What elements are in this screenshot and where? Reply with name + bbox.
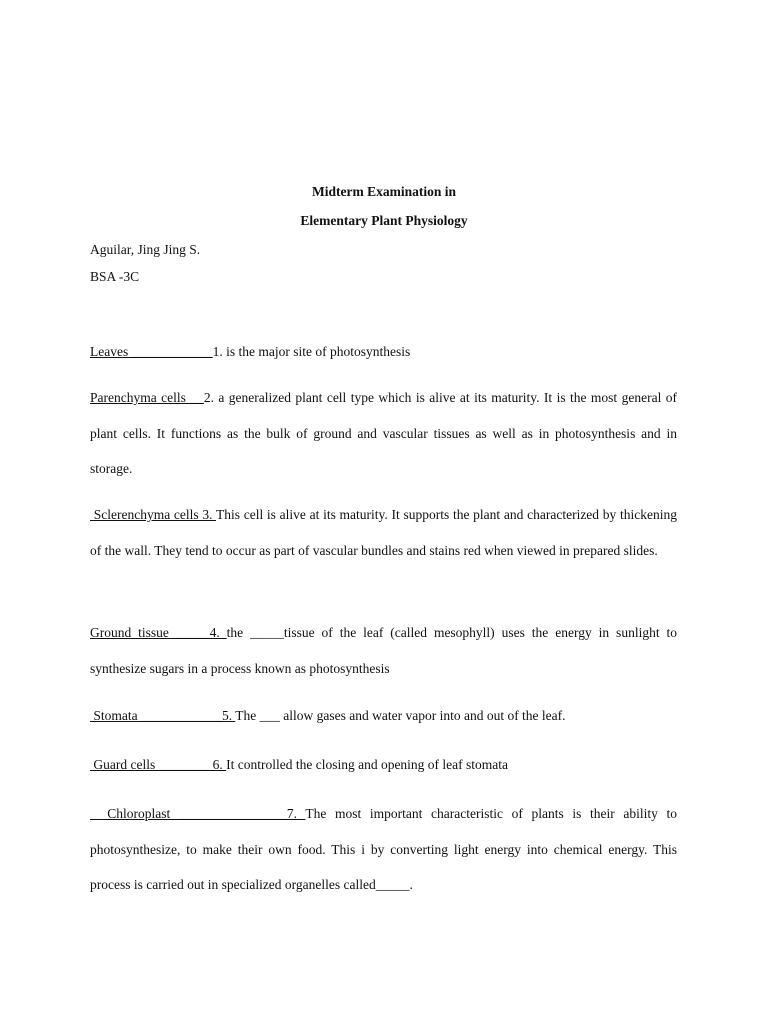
question-2 bbox=[90, 380, 677, 487]
answer-6: Guard cells ________6. bbox=[90, 757, 227, 772]
exam-title-line-1: Midterm Examination in bbox=[312, 184, 456, 199]
question-5 bbox=[90, 698, 677, 734]
question-text-3: This cell is alive at its maturity. It supports the plant and characterized by thickening of the wall. They tend to occur as part of vascular bundles and stains red when viewed in prepared slides. bbox=[90, 507, 677, 558]
student-section: BSA -3C bbox=[90, 269, 140, 284]
answer-5: Stomata ____________5. bbox=[90, 708, 236, 723]
answer-3: Sclerenchyma cells 3. bbox=[90, 507, 216, 522]
answer-4: Ground tissue _____4. bbox=[90, 625, 227, 640]
question-text-7: The most important characteristic of plants is their ability to photosynthesize, to make their own food. This i by converting light energy into chemical energy. This process is carried out in specialized organelles called_____. bbox=[90, 806, 677, 892]
question-text-5: The ___ allow gases and water vapor into and out of the leaf. bbox=[235, 708, 566, 723]
student-name: Aguilar, Jing Jing S. bbox=[90, 242, 201, 257]
answer-2: Parenchyma cells __ bbox=[90, 390, 204, 405]
question-3 bbox=[90, 497, 677, 568]
exam-title-line-2: Elementary Plant Physiology bbox=[300, 213, 468, 228]
question-text-4: the _____tissue of the leaf (called mesophyll) uses the energy in sunlight to synthesize sugars in a process known as photosynthesis bbox=[90, 625, 677, 676]
question-text-2: 2. a generalized plant cell type which is alive at its maturity. It is the most general of plant cells. It functions as the bulk of ground and vascular tissues as well as in photosynthesis and in storage. bbox=[90, 390, 677, 476]
question-6 bbox=[90, 747, 677, 783]
question-text-6: It controlled the closing and opening of leaf stomata bbox=[226, 757, 509, 772]
question-7 bbox=[90, 796, 677, 903]
question-text-1: 1. is the major site of photosynthesis bbox=[212, 344, 411, 359]
answer-7: Chloroplast ________________7. bbox=[90, 806, 306, 821]
question-1 bbox=[90, 334, 677, 370]
answer-1: Leaves ____________ bbox=[90, 344, 213, 359]
question-4 bbox=[90, 615, 677, 686]
